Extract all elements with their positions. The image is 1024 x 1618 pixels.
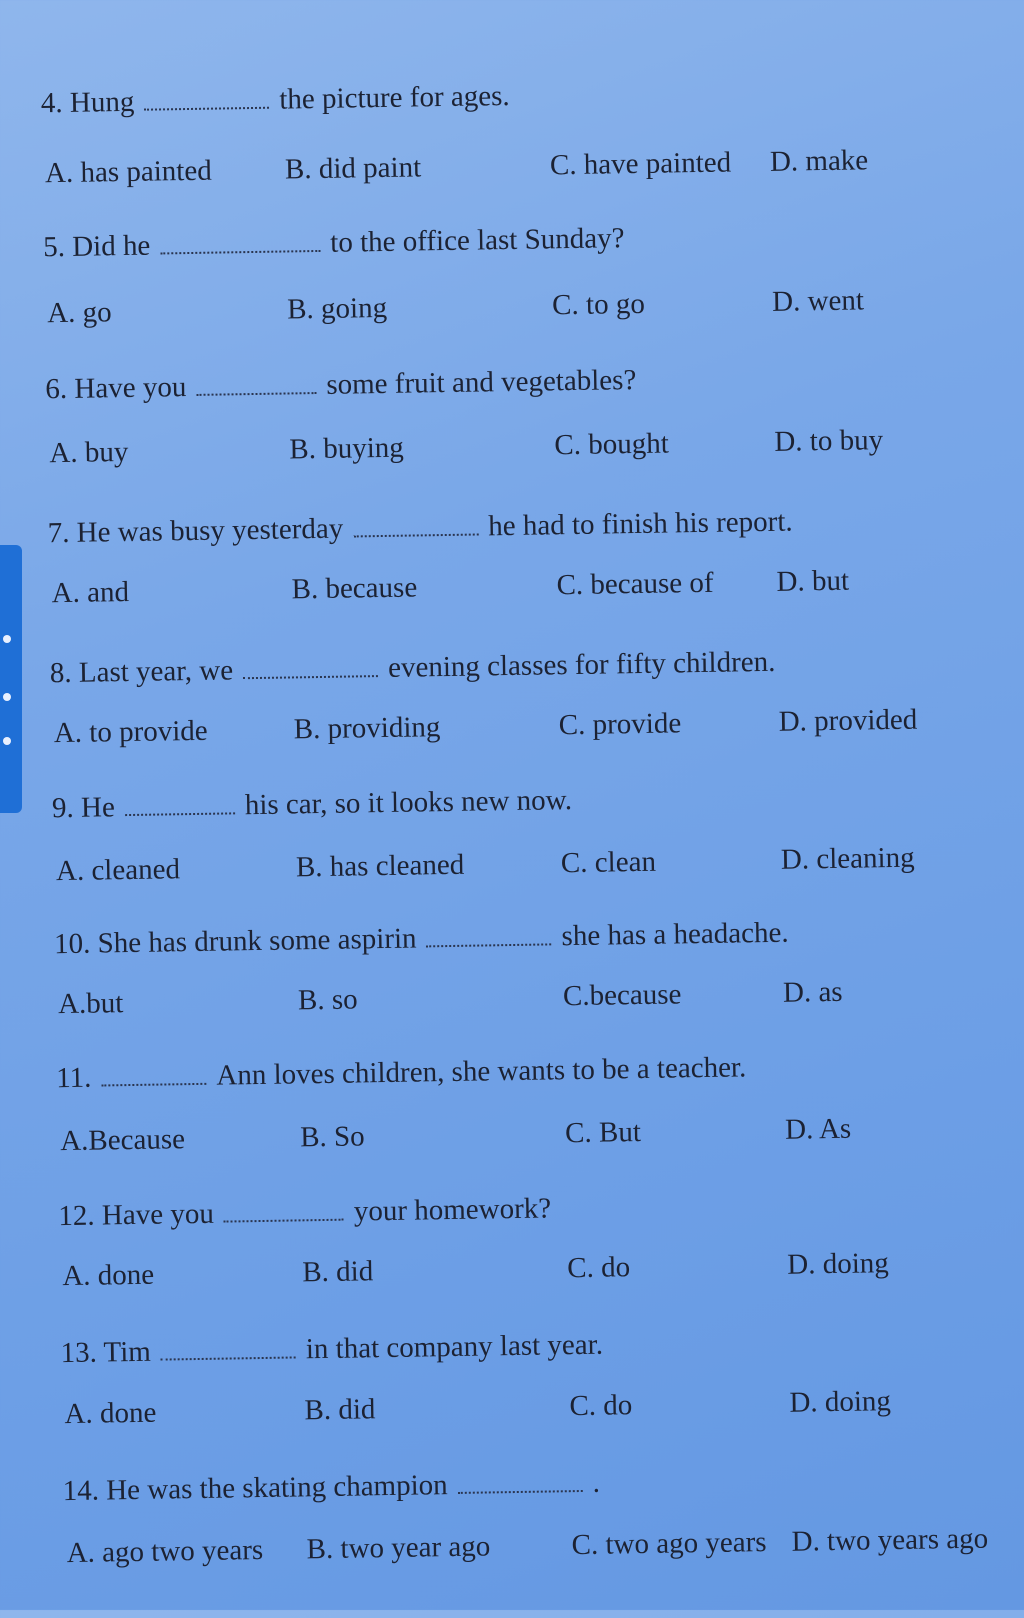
answer-option: D. make [769, 144, 869, 178]
answer-option: C.because [562, 978, 682, 1013]
question-text-after-blank: his car, so it looks new now. [244, 784, 573, 822]
question-stem [47, 505, 793, 550]
answer-option: A. has painted [44, 154, 212, 190]
answer-option: A. to provide [53, 714, 208, 750]
question-text-after-blank: evening classes for fifty children. [387, 645, 776, 684]
question-text-after-blank: the picture for ages. [279, 79, 510, 116]
answer-option: B. buying [289, 431, 405, 466]
question-text-before-blank: 6. Have you [45, 371, 187, 406]
question-stem [56, 1053, 746, 1093]
answer-option: B. providing [293, 711, 441, 746]
answer-option: D. doing [789, 1385, 892, 1419]
question-text-after-blank: in that company last year. [305, 1328, 604, 1366]
question-stem [62, 1466, 601, 1508]
question-text-before-blank: 8. Last year, we [49, 654, 234, 690]
answer-blank [101, 1075, 206, 1087]
answer-option: B. did paint [284, 151, 422, 186]
question-stem [43, 224, 625, 262]
answer-option: A. done [62, 1258, 155, 1293]
answer-option: B. So [299, 1120, 365, 1154]
answer-blank [144, 99, 269, 111]
answer-option: A. ago two years [66, 1534, 264, 1570]
answer-option: C. do [569, 1389, 633, 1423]
answer-option: D. As [784, 1112, 852, 1146]
answer-option: B. has cleaned [295, 848, 465, 884]
question-text-before-blank: 4. Hung [40, 85, 135, 120]
answer-blank [458, 1482, 583, 1494]
answer-option: D. doing [787, 1247, 889, 1281]
question-text-after-blank: your homework? [353, 1192, 552, 1228]
answer-option: B. did [304, 1393, 376, 1427]
answer-option: B. going [286, 291, 388, 326]
answer-option: B. did [302, 1255, 374, 1289]
answer-option: C. bought [554, 427, 669, 462]
answer-option: C. clean [560, 845, 657, 880]
answer-option: A.but [57, 987, 124, 1021]
answer-option: C. because of [556, 566, 714, 602]
answer-blank [161, 1348, 296, 1360]
question-text-before-blank: 9. He [51, 791, 116, 825]
answer-option: D. to buy [774, 424, 884, 458]
question-text-after-blank: Ann loves children, she wants to be a teacher. [216, 1051, 747, 1092]
question-text-before-blank: 12. Have you [58, 1197, 215, 1233]
question-text-before-blank: 11. [55, 1061, 92, 1095]
answer-option: B. because [291, 571, 418, 606]
answer-option: A. and [51, 575, 130, 610]
answer-option: C. have painted [549, 146, 732, 182]
answer-option: A. done [64, 1396, 157, 1431]
question-text-after-blank: . [592, 1466, 601, 1499]
answer-option: C. provide [558, 707, 682, 742]
answer-blank [353, 525, 478, 537]
answer-blank [196, 384, 316, 396]
question-text-before-blank: 10. She has drunk some aspirin [53, 922, 417, 961]
answer-option: B. two year ago [306, 1530, 491, 1566]
answer-option: A. cleaned [55, 853, 181, 888]
answer-option: D. two years ago [791, 1522, 989, 1558]
answer-option: B. so [297, 983, 358, 1017]
answer-blank [427, 935, 552, 947]
question-text-after-blank: some fruit and vegetables? [326, 363, 637, 401]
answer-option: D. but [776, 564, 850, 598]
question-stem [52, 786, 572, 823]
question-stem [45, 363, 637, 406]
answer-option: D. went [771, 284, 865, 318]
question-text-after-blank: she has a headache. [561, 916, 789, 953]
answer-blank [125, 804, 235, 816]
answer-option: A. buy [49, 435, 129, 470]
question-stem [58, 1194, 551, 1231]
question-text-before-blank: 14. He was the skating champion [62, 1469, 448, 1508]
answer-option: D. provided [778, 703, 918, 738]
answer-blank [243, 667, 378, 679]
question-text-before-blank: 7. He was busy yesterday [47, 512, 344, 550]
question-stem [53, 916, 789, 961]
question-stem [60, 1328, 604, 1370]
question-text-before-blank: 13. Tim [60, 1335, 152, 1370]
answer-option: D. as [782, 975, 843, 1009]
answer-blank [224, 1211, 344, 1223]
answer-blank [160, 242, 320, 255]
answer-option: C. to go [551, 287, 646, 322]
answer-option: A. go [46, 296, 112, 330]
question-text-after-blank: he had to finish his report. [487, 505, 793, 543]
question-stem [40, 79, 510, 120]
question-text-after-blank: to the office last Sunday? [330, 222, 625, 259]
answer-option: D. cleaning [780, 841, 915, 876]
question-stem [49, 645, 776, 690]
answer-option: C. two ago years [571, 1526, 767, 1562]
answer-option: C. do [567, 1251, 631, 1285]
answer-option: C. But [564, 1116, 642, 1150]
answer-option: A.Because [59, 1123, 186, 1158]
question-text-before-blank: 5. Did he [42, 229, 151, 264]
